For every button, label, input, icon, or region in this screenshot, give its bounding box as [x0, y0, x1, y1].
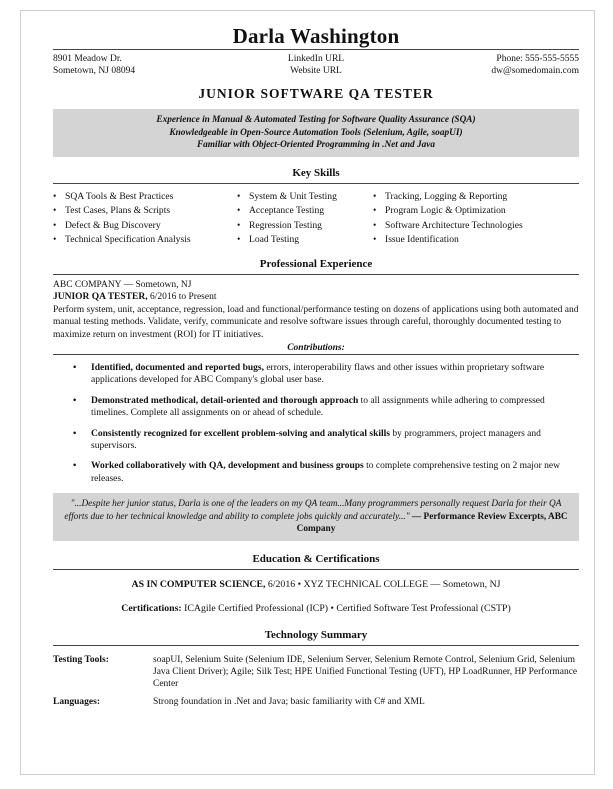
section-divider: [53, 645, 579, 646]
skills-column-3: [373, 190, 523, 248]
degree-details: 6/2016 • XYZ TECHNICAL COLLEGE — Sometown, NJ: [265, 578, 501, 590]
degree-line: [53, 579, 579, 591]
email[interactable]: dw@somedomain.com: [491, 66, 579, 76]
bullet-icon: •: [237, 234, 241, 245]
languages-value: Strong foundation in .Net and Java; basic familiarity with C# and XML: [153, 697, 425, 708]
skill-item: • Technical Specification Analysis: [53, 233, 191, 248]
skills-column-1: [53, 190, 191, 248]
bullet-icon: •: [373, 219, 377, 231]
bullet-icon: •: [373, 190, 377, 202]
role-description: Perform system, unit, acceptance, regression, load and functional/performance testing on dozens of applications using both automated and manual testing methods. Validate, verify, communicate and resolve software issues through careful, thoroughly documented testing to maximize return on investment (ROI) for IT initiatives.: [53, 304, 579, 340]
section-divider: [53, 354, 579, 355]
summary-box: [53, 109, 579, 157]
contributions-label: Contributions:: [287, 343, 345, 353]
certifications-label: Certifications:: [121, 602, 182, 614]
section-divider: [53, 183, 579, 184]
bullet-icon: •: [237, 205, 241, 216]
contribution-item: • Demonstrated methodical, detail-oriented and thorough approach to all assignments while adhering to compressed timelines. Complete all assignments on or ahead of schedule.: [73, 395, 545, 419]
skill-item: • Acceptance Testing: [237, 204, 337, 219]
skill-item: • Test Cases, Plans & Scripts: [53, 204, 191, 219]
testing-tools-label: Testing Tools:: [53, 654, 109, 665]
bullet-icon: •: [53, 205, 57, 216]
quote-source: — Performance Review Excerpts, ABC Company: [296, 511, 568, 535]
candidate-name: Darla Washington: [232, 24, 400, 48]
bullet-icon: •: [237, 219, 241, 231]
contribution-item: • Identified, documented and reported bugs, errors, interoperability flaws and other issues within proprietary software applications developed for ABC Company's global user base.: [73, 363, 545, 386]
skill-item: • SQA Tools & Best Practices: [53, 190, 191, 205]
bullet-icon: •: [73, 363, 77, 373]
education-heading: Education & Certifications: [252, 552, 380, 565]
summary-line: Familiar with Object-Oriented Programming in .Net and Java: [196, 140, 436, 150]
resume-content: [53, 11, 579, 709]
bullet-icon: •: [237, 190, 241, 202]
contribution-item: • Consistently recognized for excellent problem-solving and analytical skills by programmers, project managers and supervisors.: [73, 428, 541, 452]
technology-heading: Technology Summary: [264, 628, 368, 641]
bullet-icon: •: [373, 234, 377, 245]
header-divider: [53, 49, 579, 50]
address-line-1: 8901 Meadow Dr.: [53, 54, 122, 64]
languages-row: [53, 696, 579, 708]
experience-heading: Professional Experience: [259, 257, 373, 270]
certifications-line: [53, 603, 579, 615]
role-dates: 6/2016 to Present: [147, 292, 217, 302]
linkedin-link[interactable]: LinkedIn URL: [287, 54, 345, 64]
phone-email: [491, 53, 579, 77]
skill-item: • Software Architecture Technologies: [373, 219, 523, 234]
degree: AS IN COMPUTER SCIENCE,: [131, 578, 266, 590]
skills-column-2: [237, 190, 337, 248]
role-title: JUNIOR QA TESTER,: [53, 292, 148, 302]
testing-tools-row: [53, 654, 579, 691]
certifications-value: ICAgile Certified Professional (ICP) • Certified Software Test Professional (CSTP): [181, 602, 511, 614]
contact-block: [53, 53, 579, 81]
review-quote: [53, 493, 579, 541]
skill-item: • Regression Testing: [237, 219, 337, 234]
website-link[interactable]: Website URL: [290, 66, 342, 76]
company-line: ABC COMPANY — Sometown, NJ: [53, 279, 192, 290]
skill-item: • Load Testing: [237, 233, 337, 248]
resume-page: [20, 10, 595, 775]
role-line: [53, 291, 579, 304]
summary-line: Experience in Manual & Automated Testing for Software Quality Assurance (SQA): [156, 115, 476, 125]
skill-item: • Issue Identification: [373, 233, 523, 248]
contribution-item: • Worked collaboratively with QA, development and business groups to complete comprehensive testing on 2 major new releases.: [73, 461, 560, 484]
languages-label: Languages:: [53, 697, 100, 708]
bullet-icon: •: [373, 205, 377, 216]
job-title: JUNIOR SOFTWARE QA TESTER: [198, 86, 434, 101]
address-line-2: Sometown, NJ 08094: [53, 66, 136, 76]
bullet-icon: •: [53, 219, 57, 231]
phone: Phone: 555-555-5555: [496, 54, 579, 64]
section-divider: [53, 274, 579, 275]
bullet-icon: •: [53, 234, 57, 245]
quote-text: "...Despite her junior status, Darla is one of the leaders on my QA team...Many programmers personally request Darla for their QA efforts due to her technical knowledge and ability to complete jobs quickly and accurately...": [64, 499, 562, 522]
skills-list: [53, 190, 579, 254]
skill-item: • Defect & Bug Discovery: [53, 219, 191, 234]
key-skills-heading: Key Skills: [292, 166, 340, 179]
section-divider: [53, 569, 579, 570]
bullet-icon: •: [53, 190, 57, 202]
bullet-icon: •: [73, 461, 77, 472]
bullet-icon: •: [73, 428, 77, 439]
testing-tools-value: soapUI, Selenium Suite (Selenium IDE, Selenium Server, Selenium Remote Control, Selenium Grid, Selenium Java Client Driver); Agile; Silk Test; HPE Unified Functional Testing (UFT), HP LoadRunner, HP Performance Center: [153, 654, 578, 690]
skill-item: • Tracking, Logging & Reporting: [373, 190, 523, 205]
bullet-icon: •: [73, 395, 77, 406]
contributions-list: [53, 362, 579, 485]
skill-item: • System & Unit Testing: [237, 190, 337, 205]
skill-item: • Program Logic & Optimization: [373, 204, 523, 219]
summary-line: Knowledgeable in Open-Source Automation Tools (Selenium, Agile, soapUI): [169, 127, 463, 138]
